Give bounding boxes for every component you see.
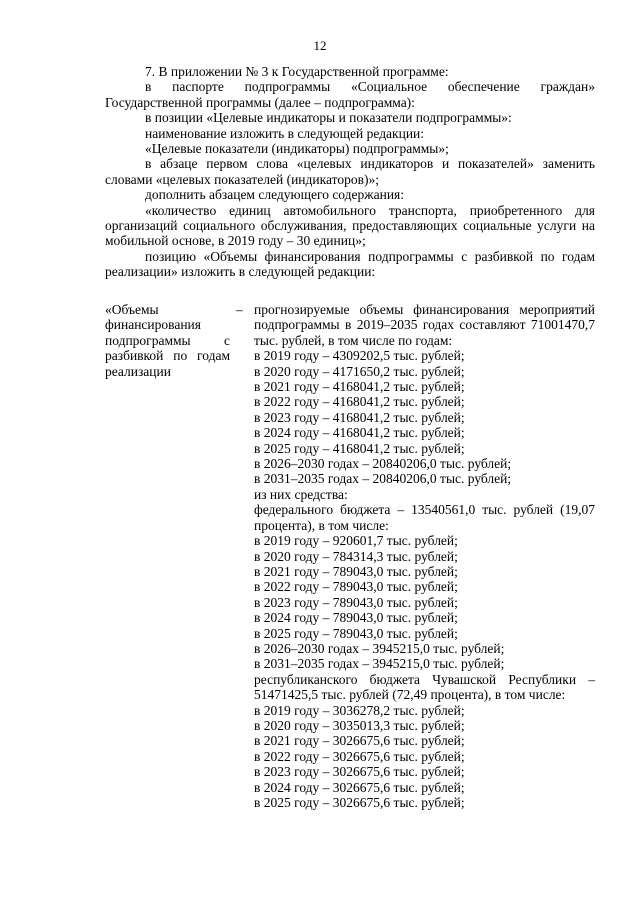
financing-line: в 2024 году – 4168041,2 тыс. рублей; (254, 425, 465, 441)
table-left-cell (105, 302, 230, 379)
financing-line: в 2025 году – 4168041,2 тыс. рублей; (254, 440, 465, 456)
financing-line: федерального бюджета – 13540561,0 тыс. рублей (19,07 процента), в том числе: (254, 502, 595, 533)
paragraph: «Целевые показатели (индикаторы) подпрограммы»; (145, 141, 449, 157)
intro-text (105, 64, 595, 280)
financing-line: в 2019 году – 920601,7 тыс. рублей; (254, 533, 458, 549)
financing-line: в 2019 году – 4309202,5 тыс. рублей; (254, 348, 465, 364)
financing-line: в 2022 году – 789043,0 тыс. рублей; (254, 579, 458, 595)
paragraph: дополнить абзацем следующего содержания: (145, 187, 405, 203)
paragraph: «количество единиц автомобильного транспорта, приобретенного для организаций социального обслуживания, предоставляющих социальные услуги на мобильной основе, в 2019 году – 30 единиц»; (105, 202, 595, 249)
paragraph: в позиции «Целевые индикаторы и показатели подпрограммы»: (145, 110, 512, 126)
financing-line: прогнозируемые объемы финансирования мероприятий подпрограммы в 2019–2035 годах составляют 71001470,7 тыс. рублей, в том числе по годам: (254, 302, 595, 348)
paragraph: наименование изложить в следующей редакции: (145, 125, 425, 141)
financing-line: в 2020 году – 3035013,3 тыс. рублей; (254, 717, 465, 733)
financing-line: в 2031–2035 годах – 3945215,0 тыс. рублей; (254, 656, 505, 672)
financing-line: в 2021 году – 4168041,2 тыс. рублей; (254, 379, 465, 395)
financing-line: в 2021 году – 3026675,6 тыс. рублей; (254, 733, 465, 749)
financing-line: в 2023 году – 4168041,2 тыс. рублей; (254, 409, 465, 425)
financing-line: в 2023 году – 789043,0 тыс. рублей; (254, 594, 458, 610)
financing-line: в 2020 году – 4171650,2 тыс. рублей; (254, 363, 465, 379)
financing-line: в 2021 году – 789043,0 тыс. рублей; (254, 563, 458, 579)
financing-line: в 2025 году – 3026675,6 тыс. рублей; (254, 795, 465, 810)
financing-line: в 2031–2035 годах – 20840206,0 тыс. рублей; (254, 471, 512, 487)
financing-line: в 2022 году – 3026675,6 тыс. рублей; (254, 748, 465, 764)
financing-line: республиканского бюджета Чувашской Республики – 51471425,5 тыс. рублей (72,49 процента), в том числе: (254, 671, 595, 703)
paragraph: в абзаце первом слова «целевых индикаторов и показателей» заменить словами «целевых показателей (индикаторов)»; (105, 156, 595, 187)
paragraph: в паспорте подпрограммы «Социальное обеспечение граждан» Государственной программы (далее – подпрограмма): (105, 79, 595, 110)
financing-line: в 2022 году – 4168041,2 тыс. рублей; (254, 394, 465, 410)
financing-line: в 2026–2030 годах – 3945215,0 тыс. рублей; (254, 640, 505, 656)
financing-line: в 2024 году – 3026675,6 тыс. рублей; (254, 779, 465, 795)
financing-line: в 2026–2030 годах – 20840206,0 тыс. рублей; (254, 456, 512, 472)
financing-line: в 2019 году – 3036278,2 тыс. рублей; (254, 702, 465, 718)
table-right-cell (254, 302, 595, 810)
paragraph: 7. В приложении № 3 к Государственной программе: (145, 64, 449, 79)
left-label: «Объемы финансирования подпрограммы с разбивкой по годам реализации (105, 302, 230, 379)
financing-line: в 2023 году – 3026675,6 тыс. рублей; (254, 764, 465, 780)
page-number: 12 (313, 38, 327, 53)
financing-line: в 2020 году – 784314,3 тыс. рублей; (254, 548, 458, 564)
financing-line: в 2024 году – 789043,0 тыс. рублей; (254, 610, 458, 626)
financing-line: в 2025 году – 789043,0 тыс. рублей; (254, 625, 458, 641)
paragraph: позицию «Объемы финансирования подпрограммы с разбивкой по годам реализации» изложить в следующей редакции: (105, 248, 595, 280)
table-dash: – (236, 302, 243, 317)
financing-line: из них средства: (254, 486, 348, 502)
